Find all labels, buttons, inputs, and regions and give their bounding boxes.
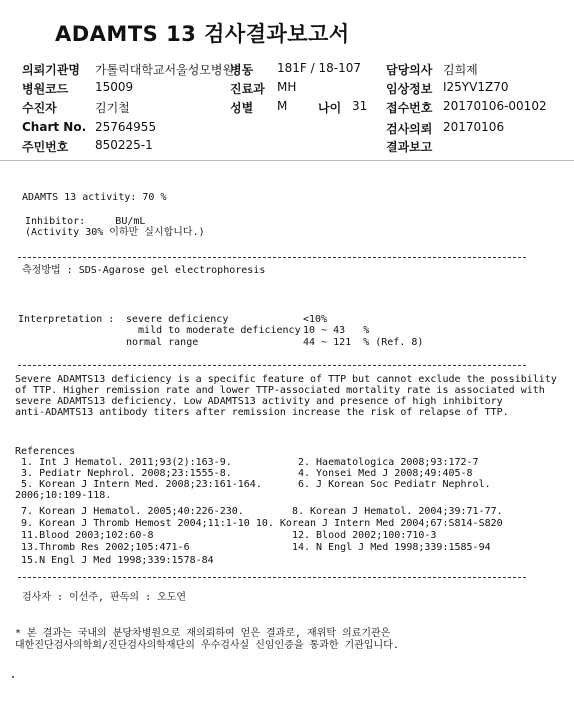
department-label: 진료과 — [230, 82, 265, 96]
references-heading: References — [15, 446, 76, 457]
chart-no-label: Chart No. — [22, 120, 87, 134]
resident-no-value: 850225-1 — [95, 138, 153, 152]
report-date-label: 결과보고 — [386, 140, 433, 154]
clinical-info-value: I25YV1Z70 — [443, 80, 509, 94]
footnote-line: * 본 결과는 국내의 분당차병원으로 재의뢰하여 얻은 결과로, 재위탁 의료기관은 — [15, 628, 391, 639]
receipt-no-value: 20170106-00102 — [443, 99, 547, 113]
interp-row-name: mild to moderate deficiency — [126, 325, 301, 336]
institution-value: 가톨릭대학교서울성모병원 — [95, 63, 235, 77]
request-date-value: 20170106 — [443, 120, 505, 134]
description-line: of TTP. Higher remission rate and lower TTP-associated mortality rate is associated with — [15, 385, 545, 396]
chart-no-value: 25764955 — [95, 120, 157, 134]
inhibitor-note: (Activity 30% 이하만 실시합니다.) — [25, 227, 205, 238]
description-line: anti-ADAMTS13 antibody titers after remission increase the risk of relapse of TTP. — [15, 407, 509, 418]
age-value: 31 — [352, 99, 368, 113]
dashed-divider — [18, 365, 526, 366]
activity-result: ADAMTS 13 activity: 70 % — [22, 192, 167, 203]
ward-value: 181F / 18-107 — [277, 61, 361, 75]
method-text: 측정방법 : SDS-Agarose gel electrophoresis — [22, 265, 266, 276]
receipt-no-label: 접수번호 — [386, 101, 433, 115]
clinical-info-label: 임상정보 — [386, 82, 433, 96]
reference-line: 15.N Engl J Med 1998;339:1578-84 — [15, 555, 214, 566]
reference-line: 9. Korean J Thromb Hemost 2004;11:1-10 10. Korean J Intern Med 2004;67:S814-S820 — [15, 518, 503, 529]
sex-value: M — [277, 99, 288, 113]
reference-line: 13.Thromb Res 2002;105:471-6 14. N Engl J Med 1998;339:1585-94 — [15, 542, 491, 553]
request-date-label: 검사의뢰 — [386, 122, 433, 136]
footnote-line: 대한진단검사의학회/진단검사의학재단의 우수검사실 신임인증을 통과한 기관입니다. — [15, 640, 399, 651]
interp-row-name: normal range — [126, 337, 199, 348]
header-divider — [0, 160, 574, 161]
doctor-label: 담당의사 — [386, 63, 433, 77]
age-label: 나이 — [318, 101, 342, 115]
reference-line: 1. Int J Hematol. 2011;93(2):163-9. 2. Haematologica 2008;93:172-7 — [15, 457, 479, 468]
patient-label: 수진자 — [22, 101, 57, 115]
description-line: severe ADAMTS13 deficiency. Low ADAMTS13 activity and presence of high inhibitory — [15, 396, 503, 407]
reference-line: 11.Blood 2003;102:60-8 12. Blood 2002;100:710-3 — [15, 530, 437, 541]
interp-row-value: 44 ~ 121 % (Ref. 8) — [303, 337, 424, 348]
hospital-code-value: 15009 — [95, 80, 134, 94]
interp-row-value: 10 ~ 43 % — [303, 325, 370, 336]
ward-label: 병동 — [230, 63, 254, 77]
dashed-divider — [18, 577, 526, 578]
interpretation-label: Interpretation : — [18, 314, 115, 325]
reference-line: 7. Korean J Hematol. 2005;40:226-230. 8. Korean J Hematol. 2004;39:71-77. — [15, 506, 503, 517]
interp-row-name: severe deficiency — [126, 314, 229, 325]
dashed-divider — [18, 257, 526, 258]
inhibitor-result: Inhibitor: BU/mL — [25, 216, 146, 227]
patient-value: 김기철 — [95, 101, 130, 115]
description-line: Severe ADAMTS13 deficiency is a specific feature of TTP but cannot exclude the possibility — [15, 374, 557, 385]
reference-line: 3. Pediatr Nephrol. 2008;23:1555-8. 4. Yonsei Med J 2008;49:405-8 — [15, 468, 473, 479]
reference-line: 5. Korean J Intern Med. 2008;23:161-164. 6. J Korean Soc Pediatr Nephrol. — [15, 479, 491, 490]
sex-label: 성별 — [230, 101, 254, 115]
institution-label: 의뢰기관명 — [22, 63, 80, 77]
doctor-value: 김희제 — [443, 63, 478, 77]
reference-line: 2006;10:109-118. — [15, 490, 112, 501]
examiners-text: 검사자 : 이선주, 판독의 : 오도연 — [22, 592, 187, 603]
interp-row-value: <10% — [303, 314, 328, 325]
resident-no-label: 주민번호 — [22, 140, 69, 154]
department-value: MH — [277, 80, 297, 94]
stray-mark — [12, 676, 14, 678]
report-title: ADAMTS 13 검사결과보고서 — [55, 22, 350, 46]
hospital-code-label: 병원코드 — [22, 82, 69, 96]
